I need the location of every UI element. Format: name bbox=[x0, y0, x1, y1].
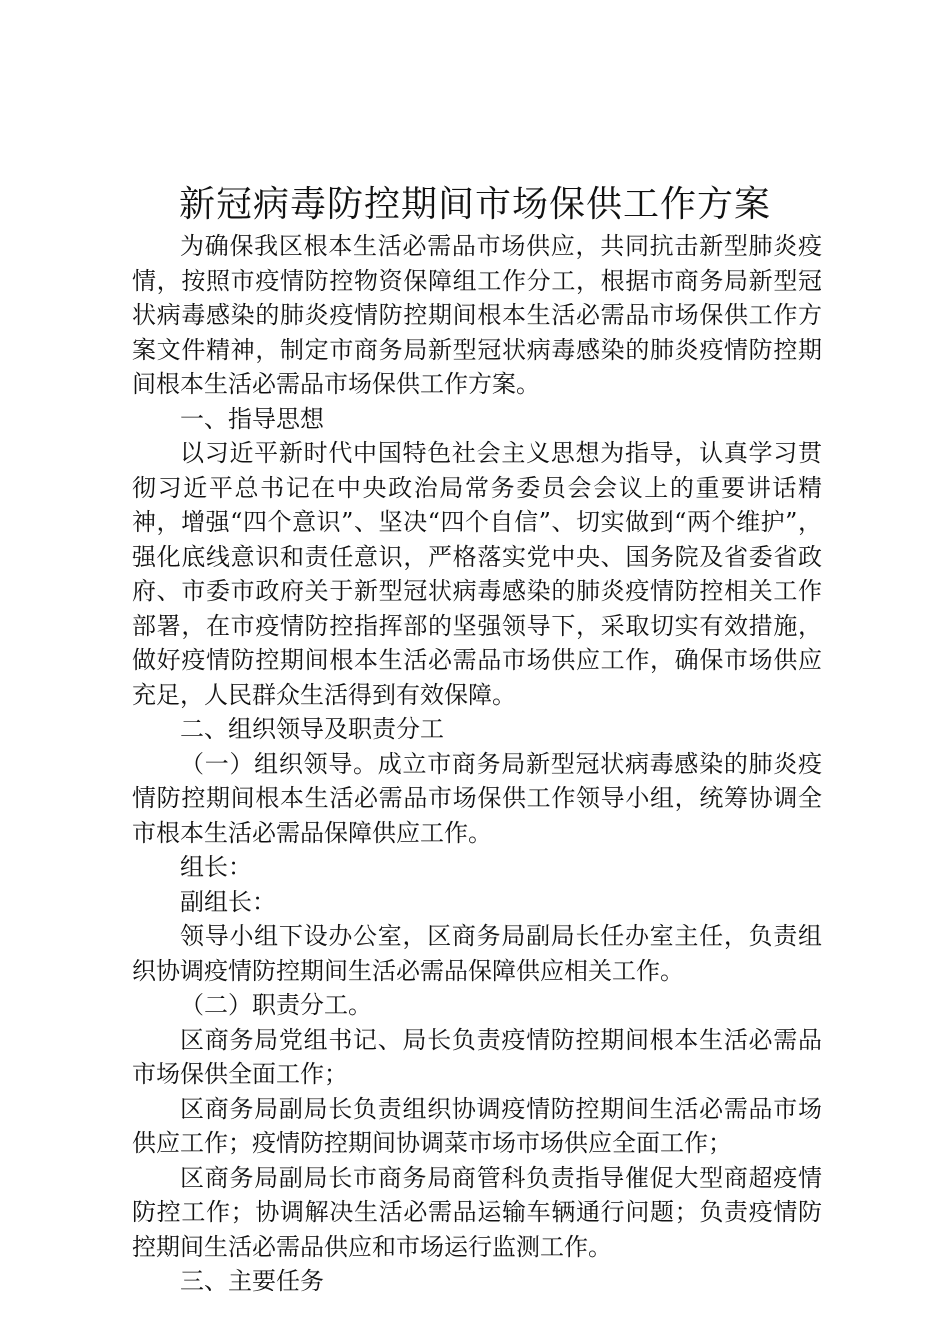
paragraph-responsibility-2: 区商务局副局长负责组织协调疫情防控期间生活必需品市场供应工作；疫情防控期间协调菜市场市场供应全面工作； bbox=[132, 1094, 822, 1157]
heading-organization: 二、组织领导及职责分工 bbox=[180, 715, 444, 743]
paragraph-intro: 为确保我区根本生活必需品市场供应，共同抗击新型肺炎疫情，按照市疫情防控物资保障组工作分工，根据市商务局新型冠状病毒感染的肺炎疫情防控期间根本生活必需品市场保供工作方案文件精神，制定市商务局新型冠状病毒感染的肺炎疫情防控期间根本生活必需品市场保供工作方案。 bbox=[132, 232, 822, 398]
paragraph-responsibility-3: 区商务局副局长市商务局商管科负责指导催促大型商超疫情防控工作；协调解决生活必需品运输车辆通行问题；负责疫情防控期间生活必需品供应和市场运行监测工作。 bbox=[132, 1163, 822, 1261]
paragraph-organization-leadership: （一）组织领导。成立市商务局新型冠状病毒感染的肺炎疫情防控期间根本生活必需品市场保供工作领导小组，统筹协调全市根本生活必需品保障供应工作。 bbox=[132, 749, 822, 847]
paragraph-deputy-leader: 副组长： bbox=[180, 887, 276, 916]
heading-responsibilities: （二）职责分工。 bbox=[180, 991, 372, 1019]
heading-main-tasks: 三、主要任务 bbox=[180, 1267, 324, 1295]
paragraph-responsibility-1: 区商务局党组书记、局长负责疫情防控期间根本生活必需品市场保供全面工作； bbox=[132, 1025, 822, 1088]
document-title: 新冠病毒防控期间市场保供工作方案 bbox=[178, 184, 771, 225]
paragraph-group-leader: 组长： bbox=[180, 853, 252, 881]
paragraph-office: 领导小组下设办公室，区商务局副局长任办室主任，负责组织协调疫情防控期间生活必需品保障供应相关工作。 bbox=[132, 922, 822, 985]
document-body bbox=[132, 229, 822, 1299]
paragraph-guiding-thought: 以习近平新时代中国特色社会主义思想为指导，认真学习贯彻习近平总书记在中央政治局常务委员会会议上的重要讲话精神，增强“四个意识”、坚决“四个自信”、切实做到“两个维护”，强化底线意识和责任意识，严格落实党中央、国务院及省委省政府、市委市政府关于新型冠状病毒感染的肺炎疫情防控相关工作部署，在市疫情防控指挥部的坚强领导下，采取切实有效措施，做好疫情防控期间根本生活必需品市场供应工作，确保市场供应充足，人民群众生活得到有效保障。 bbox=[132, 439, 822, 709]
heading-guiding-thought: 一、指导思想 bbox=[180, 404, 324, 433]
